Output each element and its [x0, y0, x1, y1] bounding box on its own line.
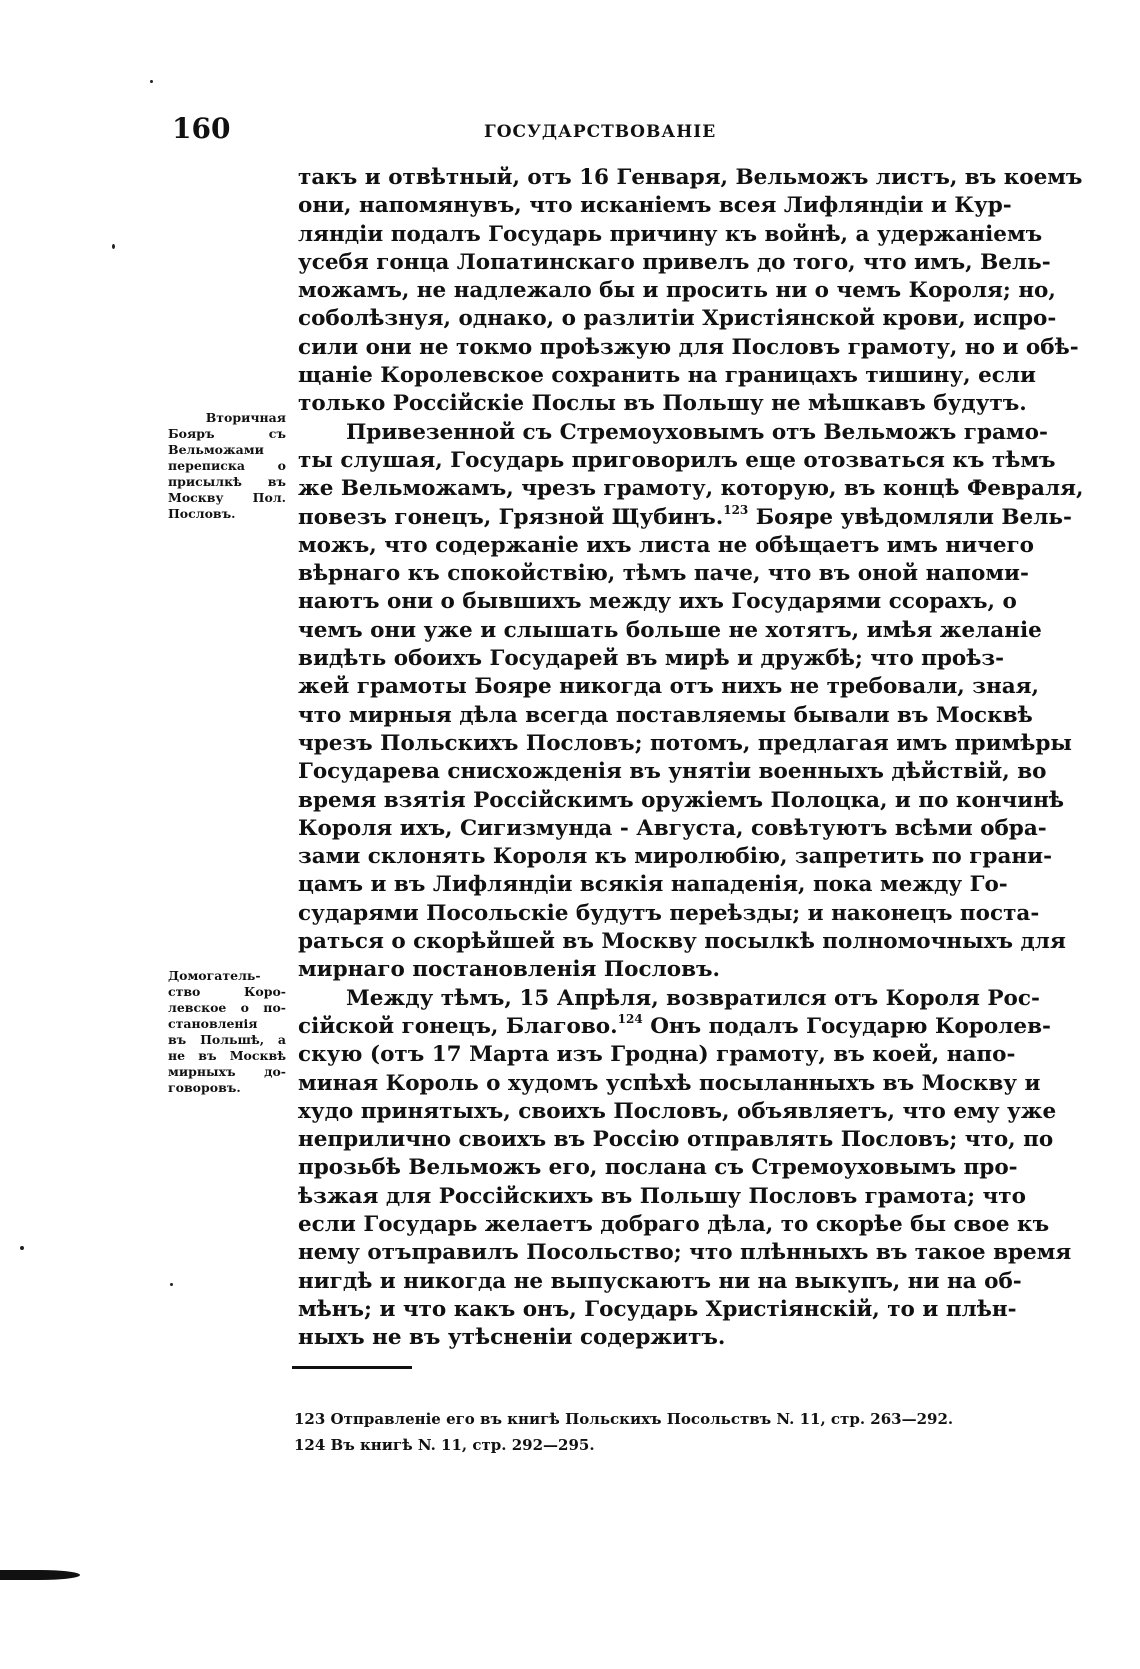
text-line: они, напомянувъ, что исканіемъ всея Лифляндіи и Кур-	[298, 193, 1012, 219]
margin-line: Пословъ.	[168, 506, 236, 521]
text-line: можамъ, не надлежало бы и просить ни о чемъ Короля; но,	[298, 278, 1056, 304]
scan-edge-mark	[0, 1570, 80, 1580]
margin-line: Вторичная	[205, 410, 286, 425]
footnote-123: 123 Отправленіе его въ книгѣ Польскихъ Посольствъ N. 11, стр. 263—292.	[294, 1410, 954, 1428]
margin-line: Вельможами	[168, 442, 264, 457]
text-line: же Вельможамъ, чрезъ грамоту, которую, въ концѣ Февраля,	[298, 476, 1084, 502]
text-line: если Государь желаетъ добраго дѣла, то скорѣе бы свое къ	[298, 1211, 1050, 1237]
text-line: цамъ и въ Лифляндіи всякія нападенія, пока между Го-	[298, 872, 1008, 898]
text-line: сили они не токмо проѣзжую для Пословъ грамоту, но и обѣ-	[298, 334, 1079, 360]
text-line: время взятія Россійскимъ оружіемъ Полоцка, и по кончинѣ	[298, 787, 1065, 813]
text-line: мѣнъ; и что какъ онъ, Государь Христіянскій, то и плѣн-	[298, 1296, 1017, 1322]
text-line: неприлично своихъ въ Россію отправлять Пословъ; что, по	[298, 1127, 1054, 1153]
margin-line: переписка о	[168, 458, 286, 473]
text-line: что мирныя дѣла всегда поставляемы бывали въ Москвѣ	[298, 702, 1033, 728]
scan-speck	[170, 1283, 173, 1286]
text-line: скую (отъ 17 Марта изъ Гродна) грамоту, въ коей, напо-	[298, 1042, 1016, 1068]
scan-speck	[112, 244, 115, 249]
text-line: повезъ гонецъ, Грязной Щубинъ.$^{123}$ Бояре увѣдомляли Вель-	[298, 502, 1072, 530]
text-line: чрезъ Польскихъ Пословъ; потомъ, предлагая имъ примѣры	[298, 730, 1072, 756]
margin-note-1	[168, 410, 286, 522]
text-line: вѣрнаго къ спокойствію, тѣмъ паче, что въ оной напоми-	[298, 561, 1029, 587]
text-line: ты слушая, Государь приговорилъ еще отозваться къ тѣмъ	[298, 447, 1056, 473]
text-line: Короля ихъ, Сигизмунда - Августа, совѣтуютъ всѣми обра-	[298, 815, 1047, 841]
footnote-124: 124 Въ книгѣ N. 11, стр. 292—295.	[294, 1436, 595, 1454]
margin-line: Бояръ съ	[168, 426, 286, 441]
text-line: мирнаго постановленія Пословъ.	[298, 957, 721, 983]
text-line: ляндіи подалъ Государь причину къ войнѣ, а удержаніемъ	[298, 221, 1043, 247]
paragraph-2	[298, 419, 1084, 985]
text-line: соболѣзнуя, однако, о разлитіи Христіянской крови, испро-	[298, 306, 1057, 332]
scan-speck	[20, 1246, 24, 1250]
text-line: нигдѣ и никогда не выпускаютъ ни на выкупъ, ни на об-	[298, 1268, 1022, 1294]
text-line: Между тѣмъ, 15 Апрѣля, возвратился отъ Короля Рос-	[346, 985, 1040, 1011]
paragraph-3	[298, 985, 1072, 1353]
margin-line: не въ Москвѣ	[168, 1048, 286, 1063]
text-line: ныхъ не въ утѣсненіи содержитъ.	[298, 1325, 726, 1351]
text-line: наютъ они о бывшихъ между ихъ Государями ссорахъ, о	[298, 589, 1017, 615]
running-head: ГОСУДАРСТВОВАНІЕ	[484, 122, 717, 142]
text-line: зами склонять Короля къ миролюбію, запретить по грани-	[298, 844, 1053, 870]
margin-line: въ Польшѣ, а	[168, 1032, 286, 1047]
margin-line: ство Коро-	[168, 984, 286, 999]
text-line: раться о скорѣйшей въ Москву посылкѣ полномочныхъ для	[298, 929, 1066, 955]
scan-speck	[150, 80, 153, 83]
text-line: прозьбѣ Вельможъ его, послана съ Стремоуховымъ про-	[298, 1155, 1018, 1181]
text-line: чемъ они уже и слышать больше не хотятъ, имѣя желаніе	[298, 617, 1042, 643]
text-line: можъ, что содержаніе ихъ листа не обѣщаетъ имъ ничего	[298, 532, 1035, 558]
text-line: усебя гонца Лопатинскаго привелъ до того, что имъ, Вель-	[298, 249, 1051, 275]
footnote-ref[interactable]: 123	[723, 502, 749, 517]
text-line: сійской гонецъ, Благово.$^{124}$ Онъ подалъ Государю Королев-	[298, 1011, 1051, 1039]
text-line: миная Король о худомъ успѣхѣ посыланныхъ въ Москву и	[298, 1070, 1041, 1096]
margin-line: говоровъ.	[168, 1080, 241, 1095]
text-line: видѣть обоихъ Государей въ мирѣ и дружбѣ; что проѣз-	[298, 646, 1005, 672]
margin-line: присылкѣ въ	[168, 474, 286, 489]
text-line: только Россійскіе Послы въ Польшу не мѣшкавъ будутъ.	[298, 391, 1027, 417]
text-line: такъ и отвѣтный, отъ 16 Генваря, Вельможъ листъ, въ коемъ	[298, 165, 1083, 190]
margin-line: Москву Пол.	[168, 490, 286, 505]
text-line: Государева снисхожденія въ унятіи военныхъ дѣйствій, во	[298, 759, 1047, 785]
text-line: Привезенной съ Стремоуховымъ отъ Вельможъ грамо-	[346, 419, 1048, 445]
margin-line: мирныхъ до-	[168, 1064, 286, 1079]
text-line: худо принятыхъ, своихъ Пословъ, объявляетъ, что ему уже	[298, 1098, 1057, 1124]
text-line: жей грамоты Бояре никогда отъ нихъ не требовали, зная,	[298, 674, 1040, 700]
text-line: щаніе Королевское сохранить на границахъ тишину, если	[298, 363, 1036, 389]
text-line: сударями Посольскіе будутъ переѣзды; и наконецъ поста-	[298, 900, 1040, 926]
paragraph-1	[298, 164, 1083, 419]
footnote-rule	[292, 1366, 412, 1369]
margin-note-2	[168, 968, 286, 1096]
footnote-ref[interactable]: 124	[617, 1011, 643, 1026]
margin-line: Домогатель-	[168, 968, 261, 983]
text-line: ѣзжая для Россійскихъ въ Польшу Пословъ грамота; что	[298, 1183, 1026, 1209]
page-number: 160	[172, 112, 231, 145]
footnotes	[294, 1406, 1004, 1458]
margin-line: левское о по-	[168, 1000, 286, 1015]
margin-line: становленія	[168, 1016, 258, 1031]
text-line: нему отъправилъ Посольство; что плѣнныхъ въ такое время	[298, 1240, 1072, 1266]
main-text	[298, 164, 1084, 1352]
